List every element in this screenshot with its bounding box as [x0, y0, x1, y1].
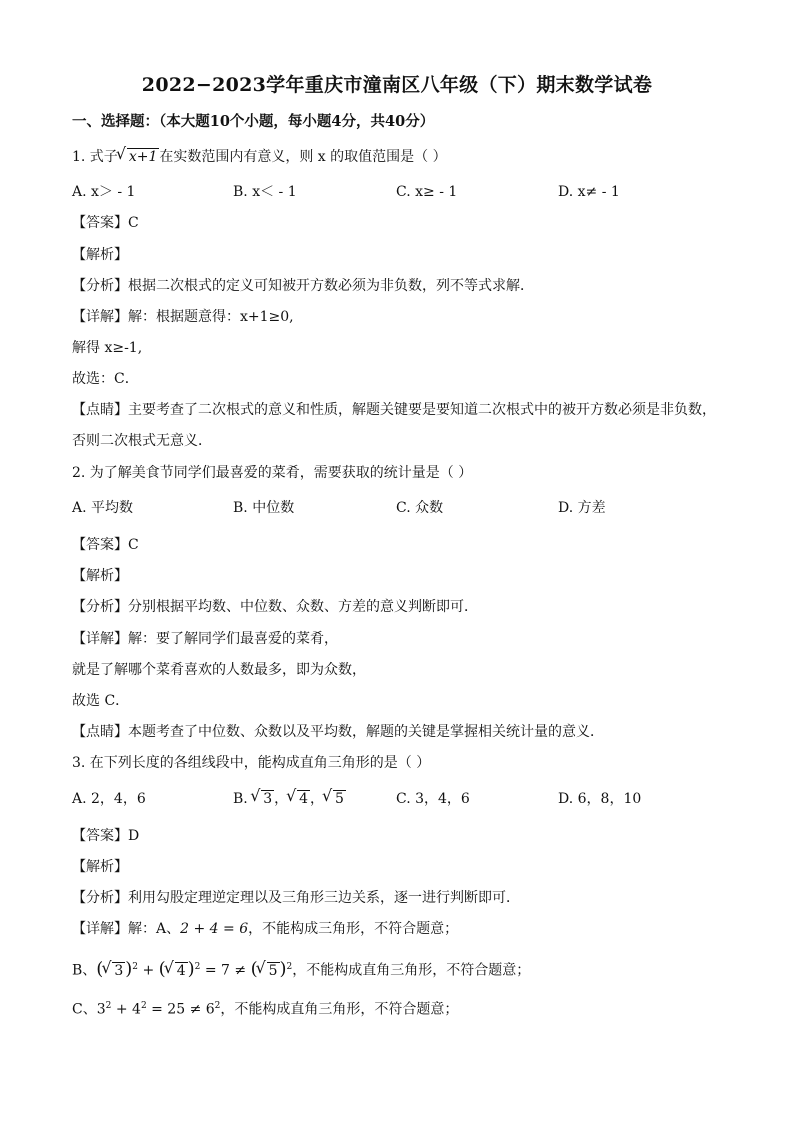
section-heading: 一、选择题：（本大题10个小题，每小题4分，共40分）: [72, 113, 435, 130]
q3-line-b-radical-3: [258, 961, 280, 981]
q3-line-b-radical-2: [166, 961, 188, 981]
q3-line-b-radicand-3: 5: [268, 962, 278, 979]
q3-line-b: B、(√ 3 )$^2$ + (√ 4 )$^2$ = 7 ≠ (√ 5 )$^2$，不能构成直角三角形，不符合题意；: [72, 957, 530, 981]
q3-line-c-label: C、: [72, 1001, 97, 1018]
q3-answer: 【答案】D: [72, 828, 140, 844]
q3-line-b-mid: = 7 ≠: [204, 962, 247, 979]
q2-option-d: D. 方差: [558, 500, 606, 516]
q1-option-d: D. x≠ - 1: [558, 184, 620, 200]
q3-line-c-math-b: 4: [132, 1001, 141, 1018]
q2-option-c: C. 众数: [396, 500, 444, 516]
q3-option-b-radical-3: [324, 789, 346, 809]
q3-option-d: D. 6，8，10: [558, 791, 642, 807]
q3-line-b-paren: ): [279, 958, 287, 980]
q3-option-b-radicand-2: 4: [299, 791, 309, 807]
page-title: 2022−2023学年重庆市潼南区八年级（下）期末数学试卷: [141, 74, 653, 96]
q1-jiexi: 【解析】: [72, 247, 128, 263]
q1-option-a: A. x＞ - 1: [72, 184, 136, 200]
q3-line-c-math-a: 3: [96, 1001, 106, 1018]
q1-step-3: 故选：C．: [72, 371, 139, 387]
q1-answer: 【答案】C: [72, 215, 139, 231]
q1-radical: [118, 147, 160, 167]
q2-stem: 2. 为了解美食节同学们最喜爱的菜肴，需要获取的统计量是（ ）: [72, 465, 473, 481]
q1-stem-pre: 1. 式子: [72, 149, 118, 165]
q1-analysis: 【分析】根据二次根式的定义可知被开方数必须为非负数，列不等式求解．: [72, 278, 534, 294]
q3-line-b-label: B、: [72, 962, 97, 979]
q3-stem: 3. 在下列长度的各组线段中，能构成直角三角形的是（ ）: [72, 755, 431, 771]
q2-option-a: A. 平均数: [72, 500, 134, 516]
q3-detail-pre: 【详解】解：A、: [72, 921, 181, 937]
q1-step-2: 解得 x≥-1,: [72, 340, 143, 356]
q1-option-b: B. x＜ - 1: [233, 184, 297, 200]
q3-option-b-label: B.: [233, 791, 248, 807]
q3-line-b-paren: ): [187, 958, 195, 980]
q3-analysis: 【分析】利用勾股定理逆定理以及三角形三边关系，逐一进行判断即可．: [72, 890, 520, 906]
q2-detail: 【详解】解：要了解同学们最喜爱的菜肴，: [72, 631, 338, 647]
q3-line-c-post: ，不能构成直角三角形，不符合题意；: [220, 1001, 459, 1018]
q1-detail: 【详解】解：根据题意得：x+1≥0,: [72, 309, 294, 325]
q2-step-3: 故选 C．: [72, 693, 130, 709]
q3-line-b-post: ，不能构成直角三角形，不符合题意；: [292, 962, 531, 979]
q3-option-b-radicand-1: 3: [263, 791, 273, 807]
q3-line-b-paren: (: [158, 958, 166, 980]
q1-comment-2: 否则二次根式无意义．: [72, 433, 212, 449]
q3-option-b-radical-1: [252, 789, 274, 809]
q3-line-c: C、$3^2 + 4^2 = 25 \ne 6^2$，不能构成直角三角形，不符合题意；: [72, 1001, 459, 1018]
q3-line-b-radicand-1: 3: [114, 962, 124, 979]
q3-option-b-radicand-3: 5: [335, 791, 344, 807]
q3-line-b-paren: ): [125, 958, 133, 980]
q1-radicand: x+1: [128, 149, 158, 165]
q3-line-b-paren: (: [96, 958, 104, 980]
q3-detail-post: ，不能构成三角形，不符合题意；: [248, 921, 459, 937]
q3-line-b-radicand-2: 4: [176, 962, 186, 979]
q3-line-b-radical-1: [103, 961, 125, 981]
q2-comment: 【点睛】本题考查了中位数、众数以及平均数，解题的关键是掌握相关统计量的意义．: [72, 724, 604, 740]
q3-option-a: A. 2，4，6: [72, 791, 146, 807]
q3-option-c: C. 3，4，6: [396, 791, 470, 807]
q3-line-b-paren: (: [250, 958, 258, 980]
q3-option-b-radical-2: [288, 789, 310, 809]
q2-answer: 【答案】C: [72, 537, 139, 553]
q1-stem: [72, 147, 447, 167]
q3-detail-math: 2 + 4 = 6: [180, 921, 249, 937]
q3-jiexi: 【解析】: [72, 859, 128, 875]
q1-stem-post: 在实数范围内有意义，则 x 的取值范围是（ ）: [159, 149, 447, 165]
q2-analysis: 【分析】分别根据平均数、中位数、众数、方差的意义判断即可．: [72, 599, 478, 615]
q2-step-2: 就是了解哪个菜肴喜欢的人数最多，即为众数，: [72, 662, 366, 678]
q2-jiexi: 【解析】: [72, 568, 128, 584]
q3-line-c-math-c: = 25 ≠ 6: [151, 1001, 215, 1018]
q1-option-c: C. x≥ - 1: [396, 184, 458, 200]
q3-option-b: B. √ 3 ，√ 4 ，√ 5: [233, 789, 346, 809]
q2-option-b: B. 中位数: [233, 500, 295, 516]
q1-comment-1: 【点睛】主要考查了二次根式的意义和性质，解题关键要是要知道二次根式中的被开方数必须是非负数，: [72, 402, 716, 418]
q3-detail: [72, 919, 458, 939]
